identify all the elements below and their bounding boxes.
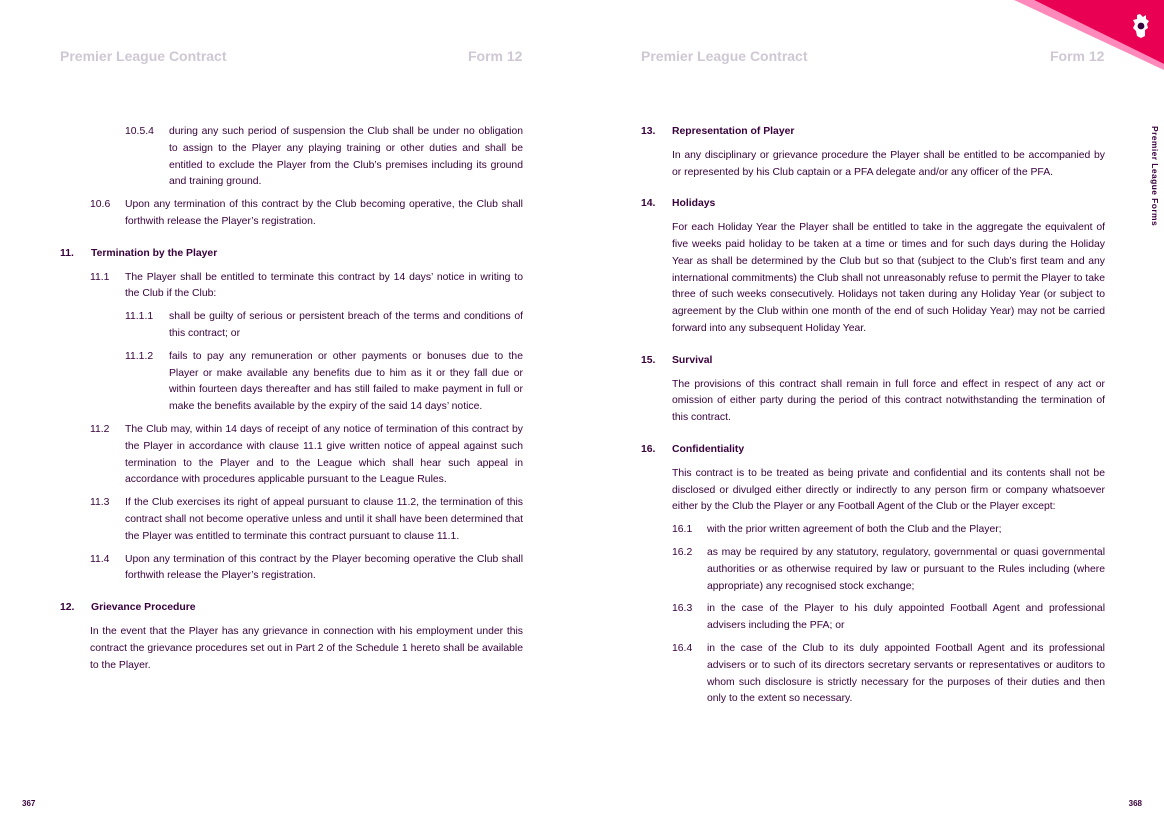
section-14-body: For each Holiday Year the Player shall be entitled to take in the aggregate the equivalent of five weeks paid holiday to be taken at a time or times and for such days during the Holiday Year as shall be determined by the Club but so that (subject to the Club’s first team and any international commitments) the Club shall not unreasonably refuse to permit the Player to take three of such weeks consecutively. Holidays not taken during any Holiday Year (or subject to agreement by the Club within one month of the end of such Holiday Year) may not be carried forward into any subsequent Holiday Year. — [672, 222, 1105, 334]
section-title: Termination by the Player — [91, 247, 218, 259]
side-section-label: Premier League Forms — [1150, 126, 1160, 227]
clause-11-1-2 — [60, 349, 523, 416]
clause-16-4 — [641, 641, 1105, 708]
clause-number: 11.3 — [90, 497, 110, 509]
left-header-form: Form 12 — [468, 48, 523, 64]
clause-number: 10.6 — [90, 199, 111, 211]
clause-text: The Club may, within 14 days of receipt of any notice of termination of this contract by the Player in accordance with clause 11.1 give written notice of appeal against such termination to the Player and to the League which shall hear such appeal in accordance with procedures applicable pursuant to the League Rules. — [125, 423, 523, 486]
right-page-content — [641, 124, 1105, 708]
section-title: Holidays — [672, 198, 716, 210]
section-12-heading — [60, 600, 523, 617]
section-number: 16. — [641, 443, 656, 455]
left-page-content — [60, 124, 523, 674]
clause-number: 11.1.2 — [125, 350, 154, 362]
clause-text: as may be required by any statutory, regulatory, governmental or quasi governmental authorities or as otherwise required by law or pursuant to the Rules including (where appropriate) any recognised stock exchange; — [707, 546, 1105, 592]
clause-number: 11.2 — [90, 423, 110, 435]
section-13-heading — [641, 124, 1105, 141]
left-page-number: 367 — [22, 799, 36, 808]
section-number: 15. — [641, 354, 656, 366]
clause-number: 16.4 — [672, 642, 693, 654]
clause-11-1-1 — [60, 309, 523, 343]
section-number: 13. — [641, 126, 656, 137]
clause-text: in the case of the Club to its duly appointed Football Agent and its professional advisers or to such of its directors secretary servants or representatives or auditors to whom such disclosure is strictly necessary for the purposes of their duties and then only to the extent so necessary. — [707, 642, 1105, 705]
clause-10-5-4 — [60, 124, 523, 191]
corner-decoration — [1014, 0, 1164, 70]
clause-11-1 — [60, 270, 523, 304]
section-title: Survival — [672, 354, 713, 366]
left-header-title: Premier League Contract — [60, 48, 227, 64]
section-13-body: In any disciplinary or grievance procedure the Player shall be entitled to be accompanied by or represented by his Club captain or a PFA delegate and/or any officer of the PFA. — [672, 149, 1105, 178]
clause-text: shall be guilty of serious or persistent breach of the terms and conditions of this contract; or — [169, 311, 523, 339]
clause-number: 10.5.4 — [125, 126, 154, 137]
clause-16-2 — [641, 545, 1105, 595]
section-title: Confidentiality — [672, 443, 745, 455]
section-title: Grievance Procedure — [91, 602, 196, 614]
section-number: 14. — [641, 198, 656, 210]
section-16-heading — [641, 442, 1105, 459]
section-11-heading — [60, 246, 523, 263]
clause-number: 16.2 — [672, 546, 693, 558]
clause-10-6 — [60, 197, 523, 231]
section-number: 11. — [60, 247, 74, 259]
clause-number: 16.3 — [672, 603, 693, 615]
clause-11-3 — [60, 495, 523, 545]
right-header-form: Form 12 — [1050, 48, 1105, 64]
clause-text: Upon any termination of this contract by the Player becoming operative the Club shall forthwith release the Player’s registration. — [125, 553, 523, 582]
clause-text: in the case of the Player to his duly appointed Football Agent and professional advisers including the PFA; or — [707, 603, 1105, 632]
section-12-body: In the event that the Player has any grievance in connection with his employment under this contract the grievance procedures set out in Part 2 of the Schedule 1 hereto shall be available to the Player. — [90, 625, 523, 671]
section-number: 12. — [60, 602, 75, 614]
section-15-heading — [641, 353, 1105, 370]
clause-number: 16.1 — [672, 524, 693, 536]
section-15-body: The provisions of this contract shall remain in full force and effect in respect of any act or omission of either party during the period of this contract notwithstanding the termination of this contract. — [672, 378, 1105, 424]
right-page-number: 368 — [1128, 799, 1142, 808]
clause-11-2 — [60, 422, 523, 489]
clause-text: Upon any termination of this contract by the Club becoming operative, the Club shall forthwith release the Player’s registration. — [125, 199, 523, 227]
clause-text: fails to pay any remuneration or other payments or bonuses due to the Player or make available any benefits due to him as it or they fall due or within fourteen days thereafter and has still failed to make payment in full or make the benefits available by the expiry of the said 14 days’ notice. — [169, 350, 523, 413]
clause-text: The Player shall be entitled to terminate this contract by 14 days’ notice in writing to the Club if the Club: — [125, 271, 523, 300]
clause-number: 11.4 — [90, 553, 110, 565]
section-16-body: This contract is to be treated as being private and confidential and its contents shall not be disclosed or divulged either directly or indirectly to any person firm or company whatsoever either by the Club the Player or any Football Agent of the Club or the Player except: — [672, 467, 1105, 513]
clause-text: with the prior written agreement of both the Club and the Player; — [707, 524, 1002, 536]
clause-text: during any such period of suspension the Club shall be under no obligation to assign to the Player any playing training or other duties and shall be entitled to exclude the Player from the Club’s premises including its ground and training ground. — [169, 126, 523, 188]
right-header-title: Premier League Contract — [641, 48, 808, 64]
clause-number: 11.1 — [90, 271, 110, 283]
clause-16-3 — [641, 601, 1105, 635]
section-title: Representation of Player — [672, 126, 795, 137]
clause-16-1 — [641, 522, 1105, 539]
clause-text: If the Club exercises its right of appeal pursuant to clause 11.2, the termination of this contract shall not become operative unless and until it shall have been determined that the Player was entitled to terminate this contract pursuant to clause 11.1. — [125, 497, 523, 542]
clause-number: 11.1.1 — [125, 311, 154, 323]
clause-11-4 — [60, 552, 523, 586]
section-14-heading — [641, 196, 1105, 213]
